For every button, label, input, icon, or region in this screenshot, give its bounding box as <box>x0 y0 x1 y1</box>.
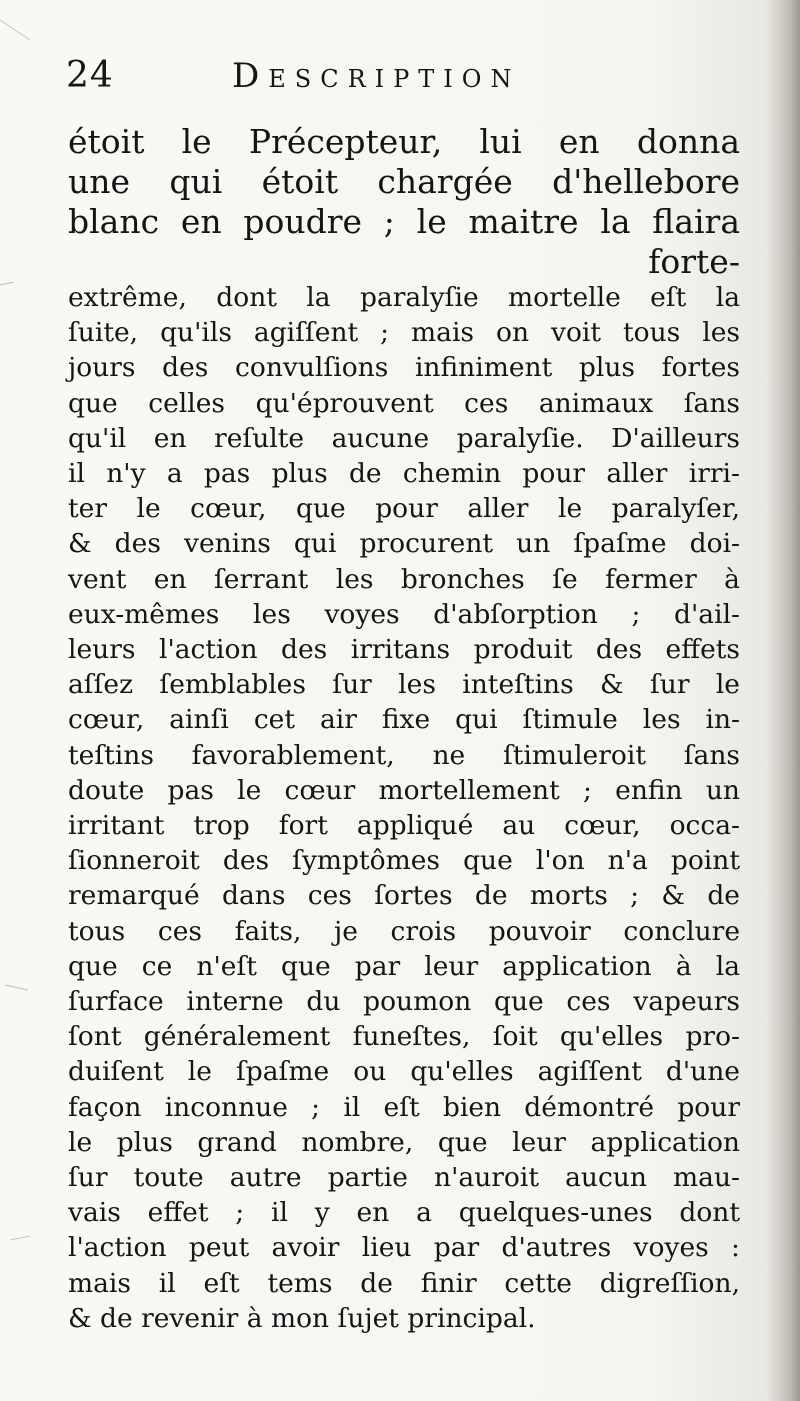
text-line: ſont généralement funeſtes, ſoit qu'elles pro- <box>68 1021 740 1053</box>
text-line: duiſent le ſpaſme ou qu'elles agiſſent d'une <box>68 1056 740 1088</box>
top-paragraph <box>68 122 740 282</box>
paper-scratch <box>10 1236 30 1240</box>
text-line: il n'y a pas plus de chemin pour aller irri- <box>68 458 740 490</box>
text-line: blanc en poudre ; le maitre la flaira <box>68 202 740 241</box>
text-line: tous ces faits, je crois pouvoir conclure <box>68 915 740 947</box>
text-line: le plus grand nombre, que leur application <box>68 1126 740 1158</box>
paper-scratch <box>0 20 30 40</box>
page-header <box>66 52 746 100</box>
paper-scratch <box>5 985 28 990</box>
text-line: irritant trop fort appliqué au cœur, occa- <box>68 810 740 842</box>
text-line: mais il eſt tems de finir cette digreſſion, <box>68 1267 740 1299</box>
text-line: jours des convulſions infiniment plus fortes <box>68 352 740 384</box>
body-text <box>68 280 740 1336</box>
text-line: l'action peut avoir lieu par d'autres voyes : <box>68 1232 740 1264</box>
text-line: étoit le Précepteur, lui en donna <box>68 122 740 161</box>
text-line: qu'il en reſulte aucune paralyſie. D'ailleurs <box>68 422 740 454</box>
text-line: doute pas le cœur mortellement ; enfin un <box>68 774 740 806</box>
text-line: cœur, ainſi cet air fixe qui ſtimule les in- <box>68 704 740 736</box>
text-line: leurs l'action des irritans produit des effets <box>68 634 740 666</box>
text-line: ſionneroit des ſymptômes que l'on n'a point <box>68 845 740 877</box>
text-line: remarqué dans ces ſortes de morts ; & de <box>68 880 740 912</box>
text-line: façon inconnue ; il eſt bien démontré pour <box>68 1091 740 1123</box>
text-line: teſtins favorablement, ne ſtimuleroit ſans <box>68 739 740 771</box>
text-line: aſſez ſemblables ſur les inteſtins & ſur le <box>68 669 740 701</box>
page-edge-shadow <box>766 0 800 1401</box>
text-line-last: & de revenir à mon ſujet principal. <box>68 1302 536 1334</box>
text-line: vais effet ; il y en a quelques-unes dont <box>68 1197 740 1229</box>
text-line: ſur toute autre partie n'auroit aucun mau- <box>68 1162 740 1194</box>
text-line: ſurface interne du poumon que ces vapeurs <box>68 986 740 1018</box>
text-line: ter le cœur, que pour aller le paralyſer, <box>68 493 740 525</box>
text-line: eux-mêmes les voyes d'abſorption ; d'ail- <box>68 598 740 630</box>
text-line: une qui étoit chargée d'hellebore <box>68 162 740 201</box>
running-head: Description <box>232 56 521 96</box>
text-line: extrême, dont la paralyſie mortelle eſt la <box>68 282 740 313</box>
text-line-fragment: forte- <box>648 242 740 281</box>
page-number: 24 <box>66 55 114 96</box>
text-line: que ce n'eſt que par leur application à la <box>68 950 740 982</box>
text-line: que celles qu'éprouvent ces animaux ſans <box>68 387 740 419</box>
text-line: & des venins qui procurent un ſpaſme doi- <box>68 528 740 560</box>
text-line: ſuite, qu'ils agiſſent ; mais on voit tous les <box>68 317 740 349</box>
paper-scratch <box>0 282 14 285</box>
text-line: vent en ſerrant les bronches ſe fermer à <box>68 563 740 595</box>
